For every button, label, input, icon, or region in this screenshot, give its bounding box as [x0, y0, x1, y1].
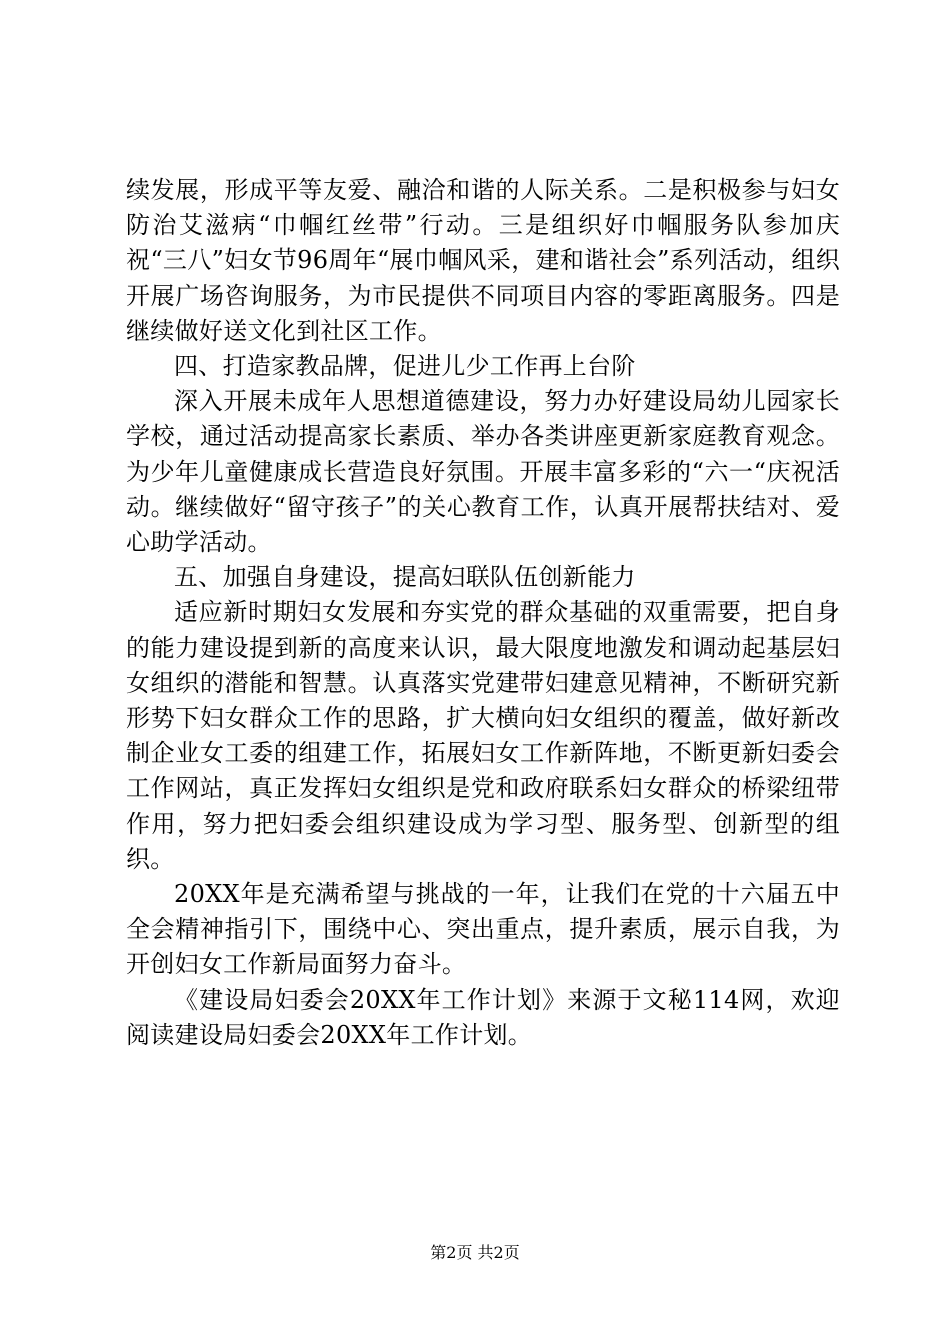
paragraph-source-note: 《建设局妇委会20XX年工作计划》来源于文秘114网，欢迎阅读建设局妇委会20XX年工作计划。	[126, 985, 840, 1049]
document-body	[126, 173, 840, 1053]
paragraph-section-5: 适应新时期妇女发展和夯实党的群众基础的双重需要，把自身的能力建设提到新的高度来认识，最大限度地激发和调动起基层妇女组织的潜能和智慧。认真落实党建带妇建意见精神，不断研究新形势下妇女群众工作的思路，扩大横向妇女组织的覆盖，做好新改制企业女工委的组建工作，拓展妇女工作新阵地，不断更新妇委会工作网站，真正发挥妇女组织是党和政府联系妇女群众的桥梁纽带作用，努力把妇委会组织建设成为学习型、服务型、创新型的组织。	[126, 598, 840, 873]
paragraph-closing: 20XX年是充满希望与挑战的一年，让我们在党的十六届五中全会精神指引下，围绕中心、突出重点，提升素质，展示自我，为开创妇女工作新局面努力奋斗。	[126, 880, 840, 979]
paragraph-continuation: 续发展，形成平等友爱、融洽和谐的人际关系。二是积极参与妇女防治艾滋病“巾帼红丝带”行动。三是组织好巾帼服务队参加庆祝“三八”妇女节96周年“展巾帼风采，建和谐社会”系列活动，组织开展广场咨询服务，为市民提供不同项目内容的零距离服务。四是继续做好送文化到社区工作。	[126, 176, 840, 345]
paragraph-section-4: 深入开展未成年人思想道德建设，努力办好建设局幼儿园家长学校，通过活动提高家长素质、举办各类讲座更新家庭教育观念。为少年儿童健康成长营造良好氛围。开展丰富多彩的“六一“庆祝活动。继续做好“留守孩子”的关心教育工作，认真开展帮扶结对、爱心助学活动。	[126, 387, 840, 557]
page-number-footer: 第2页 共2页	[430, 1243, 520, 1262]
section-heading-4: 四、打造家教品牌，促进儿少工作再上台阶	[174, 352, 636, 381]
section-heading-5: 五、加强自身建设，提高妇联队伍创新能力	[174, 563, 636, 592]
